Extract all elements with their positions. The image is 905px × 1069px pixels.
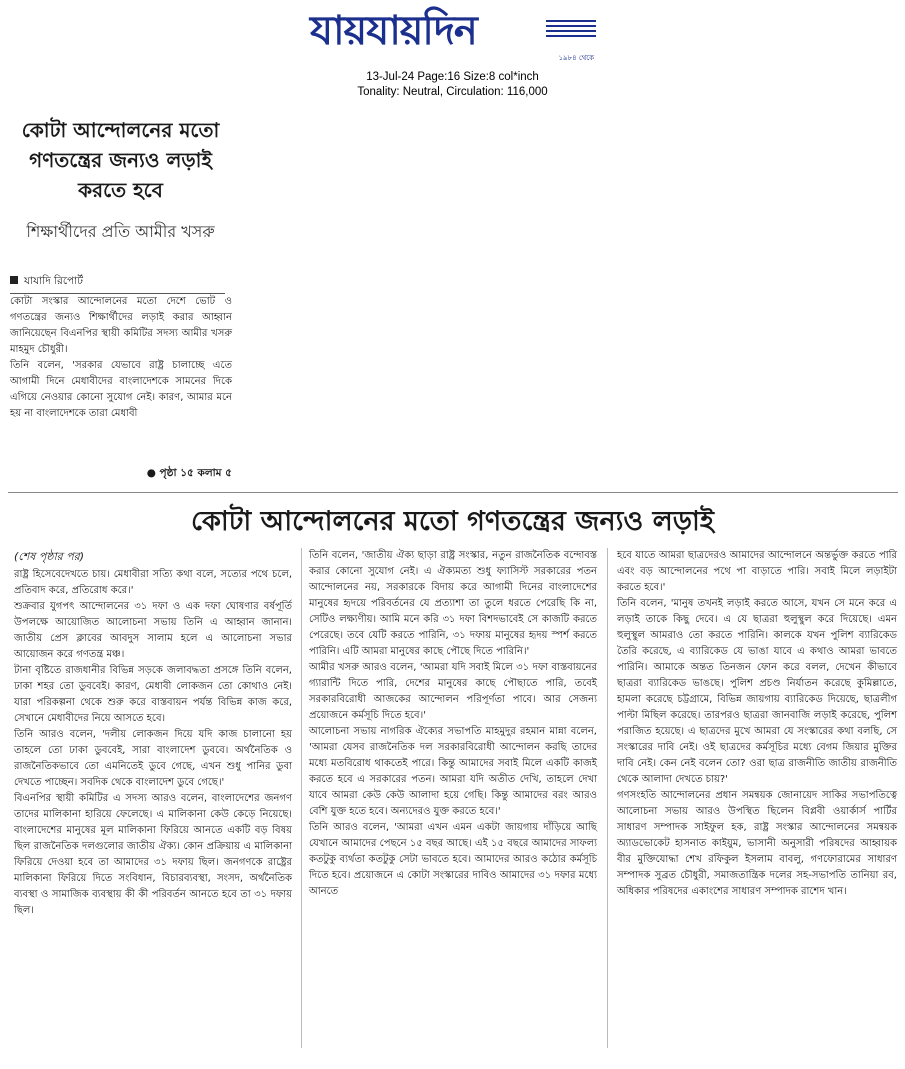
column-rule — [607, 548, 608, 1048]
section-divider — [8, 492, 898, 493]
intro-paragraph: কোটা সংস্কার আন্দোলনের মতো দেশে ভোট ও গণতন্ত্রের জন্যও শিক্ষার্থীদের লড়াই করার আহ্বান জানিয়েছেন বিএনপির স্থায়ী কমিটির সদস্য আমীর খসরু মাহমুদ চৌধুরী। — [10, 296, 232, 355]
paragraph: আমীর খসরু আরও বলেন, 'আমরা যদি সবাই মিলে ৩১ দফা বাস্তবায়নের গ্যারান্টি দিতে পারি, দেশের মানুষের কাছে পৌছাতে পারি, তবেই সরকারবিরোধী আজকের আন্দোলন পরিপূর্ণতা পাবে। আর সেজন্য প্রয়োজনে কর্মসূচি দিতে হবে।' — [309, 662, 597, 721]
logo-lines-decoration — [546, 20, 596, 40]
paragraph: তিনি আরও বলেন, 'আমরা এখন এমন একটা জায়গায় দাঁড়িয়ে আছি যেখানে আমাদের পেছনে ১৫ বছর আছে। এই ১৫ বছরে আমাদের সাফল্য কতটুকু ব্যর্থতা কতটুকু সেটা ভাবতে হবে। আমাদের আরও কঠোর কর্মসূচি দিতে হবে। প্রয়োজনে এ কোটা সংস্কারের দাবিও আমাদের ৩১ দফার মধ্যে আনতে — [309, 822, 597, 897]
intro-paragraph: তিনি বলেন, 'সরকার যেভাবে রাষ্ট্র চালাচ্ছে এতে আগামী দিনে মেধাবীদের বাংলাদেশকে সামনের দিকে এগিয়ে নেওয়ার কোনো সুযোগ নেই। কারণ, আমার মনে হয় না বাংলাদেশকে তারা মেধাবী — [10, 360, 232, 419]
paragraph: তিনি আরও বলেন, 'দলীয় লোকজন দিয়ে যদি কাজ চালানো হয় তাহলে তো ঢাকা ডুববেই, সারা বাংলাদেশ ডুববে। অর্থনৈতিক ও রাজনৈতিকভাবে তো এমনিতেই ডুবে গেছে, এখন শুধু পানির ডুবা দেখতে পাচ্ছেন। সবদিক থেকে বাংলাদেশ ডুবে গেছে।' — [14, 729, 292, 788]
meta-line-page: 13-Jul-24 Page:16 Size:8 col*inch — [366, 71, 539, 83]
logo-since: ১৯৮৪ থেকে — [558, 54, 594, 62]
masthead — [0, 0, 905, 70]
logo-text: যায়যায়দিন — [310, 8, 477, 54]
paragraph: শুক্রবার যুগপৎ আন্দোলনের ৩১ দফা ও এক দফা ঘোষণার বর্ষপূর্তি উপলক্ষে আয়োজিত আলোচনা সভায় তিনি এ আহ্বান জানান। জাতীয় প্রেস ক্লাবের আবদুস সালাম হলে এ আলোচনা সভার আয়োজন করে গণতন্ত্র মঞ্চ। — [14, 601, 292, 660]
reporter-byline — [10, 274, 225, 294]
newspaper-logo — [310, 6, 600, 62]
reporter-name: যাযাদি রিপোর্ট — [24, 275, 83, 287]
paragraph: হবে যাতে আমরা ছাত্রদেরও আমাদের আন্দোলনে অন্তর্ভুক্ত করতে পারি এবং বড় আন্দোলনের পথে পা বাড়াতে পারি। সবাই মিলে লড়াইটা করতে হবে।' — [617, 550, 897, 593]
inside-headline: কোটা আন্দোলনের মতো গণতন্ত্রের জন্যও লড়াই — [191, 506, 714, 537]
column-rule — [301, 548, 302, 1048]
paragraph: রাষ্ট্র হিসেবেদেখতে চায়। মেধাবীরা সত্যি কথা বলে, সত্যের পথে চলে, প্রতিবাদ করে, প্রতিরোধ করে।' — [14, 569, 292, 596]
paragraph: তিনি বলেন, 'জাতীয় ঐক্য ছাড়া রাষ্ট্র সংস্কার, নতুন রাজনৈতিক বন্দোবস্ত করার কোনো সুযোগ নেই। এ ঐক্যমত্য শুধু ফ্যাসিস্ট সরকারের পতন আন্দোলনের নয়, সরকারকে বিদায় করে আগামী দিনের বাংলাদেশের মানুষের হৃদয়ে পরিবর্তনের যে প্রত্যাশা তা তুলে ধরতে পেরেছি কি না, সেটিও লক্ষ্যণীয়। আমি মনে করি ৩১ দফা বিশদভাবেই সে কাজটি করতে পেরেছে। তবে যেটি করতে পারিনি, ৩১ দফায় মানুষের হৃদয় স্পর্শ করতে পারিনি। এটি আমরা মানুষের কাছে পৌছে দিতে পারিনি।' — [309, 550, 597, 657]
paragraph: আলোচনা সভায় নাগরিক ঐক্যের সভাপতি মাহমুদুর রহমান মান্না বলেন, 'আমরা যেসব রাজনৈতিক দল সরকারবিরোধী আন্দোলন করছি তাদের মধ্যে মতবিরোধ থাকতেই পারে। কিন্তু আমাদের সবাই মিলে একটি কাজই করতে হবে এ সরকারের পতন। আমরা যদি অতীত দেখি, তাহলে দেখা যাবে আমরা কেউ কেউ আলাদা হয়ে গেছি। কিন্তু আমাদের বরং আরও বেশি যুক্ত হতে হবে। অন্যদেরও যুক্ত করতে হবে।' — [309, 726, 597, 817]
continued-from-note: (শেষ পৃষ্ঠার পর) — [14, 550, 85, 563]
article-column-3 — [617, 548, 897, 900]
meta-line-tonality: Tonality: Neutral, Circulation: 116,000 — [357, 86, 548, 98]
paragraph: বিএনপির স্থায়ী কমিটির এ সদস্য আরও বলেন, বাংলাদেশের জনগণ তাদের মালিকানা হারিয়ে ফেলেছে। এ মালিকানা কেউ কেড়ে নিয়েছে। বাংলাদেশের মানুষের মূল মালিকানা ফিরিয়ে আনতে একটি বড় বিষয় ছিল রাজনৈতিক দলগুলোর জাতীয় ঐক্য। কোন প্রক্রিয়ায় এ মালিকানা ফিরিয়ে দেওয়া হবে তা আমাদের ৩১ দফায় ছিল। জনগণকে রাষ্ট্রের মালিকানা ফিরিয়ে দিতে সংবিধান, বিচারব্যবস্থা, সংসদ, অর্থনৈতিক ব্যবস্থা ও সামাজিক ব্যবস্থায় কী কী পরিবর্তন আনতে হবে তা ৩১ দফায় ছিল। — [14, 793, 292, 916]
front-subhead: শিক্ষার্থীদের প্রতি আমীর খসরু — [26, 222, 215, 241]
continued-reference: ● পৃষ্ঠা ১৫ কলাম ৫ — [146, 467, 232, 479]
article-column-2 — [309, 548, 597, 900]
paragraph: টানা বৃষ্টিতে রাজধানীর বিভিন্ন সড়কে জলাবদ্ধতা প্রসঙ্গে তিনি বলেন, ঢাকা শহর তো ডুববেই। কারণ, মেধাবী লোকজন তো কোথাও নেই। যারা পরিকল্পনা থেকে শুরু করে বাস্তবায়ন পর্যন্ত বিভিন্ন কাজ করে, সেখানে মেধাবীদের নিয়ে আসতে হবে। — [14, 665, 292, 724]
paragraph: গণসংহতি আন্দোলনের প্রধান সমন্বয়ক জোনায়েদ সাকির সভাপতিত্বে আলোচনা সভায় আরও উপস্থিত ছিলেন বিপ্লবী ওয়ার্কার্স পার্টির সাধারণ সম্পাদক সাইফুল হক, রাষ্ট্র সংস্কার আন্দোলনের সমন্বয়ক অ্যাডভোকেট হাসনাত কাইয়ুম, ভাসানী অনুসারী পরিষদের আহ্বায়ক বীর মুক্তিযোদ্ধা শেখ রফিকুল ইসলাম বাবলু, গণফোরামের সাধারণ সম্পাদক সুব্রত চৌধুরী, সমাজতান্ত্রিক দলের সহ-সভাপতি তানিয়া রব, অধিকার পরিষদের একাংশের সাধারণ সম্পাদক রাশেদ খান। — [617, 790, 897, 897]
paragraph: তিনি বলেন, 'মানুষ তখনই লড়াই করতে আসে, যখন সে মনে করে এ লড়াই তাকে কিছু দেবে। এ যে ছাত্ররা হুলুস্থুল করে দিয়েছে। এমন হুলুস্থুল আমরাও তো করতে পারিনি। কালকে যখন পুলিশ ব্যারিকেড তৈরি করেছে, এ ব্যারিকেড যে ভাঙা যাবে এ কথাও আমরা ভাবতে পারিনি। আমাকে অন্তত তিনজন ফোন করে বলল, দেখেন কীভাবে ছাত্ররা ব্যারিকেড ভাঙছে। পুলিশ প্রচণ্ড নির্যাতন করেছে কুমিল্লাতে, হামলা করেছে চট্টগ্রামে, বিভিন্ন জায়গায় ব্যারিকেড দিয়েছে, ছাত্রলীগ পাল্টা মিছিল করেছে। তারপরও ছাত্ররা জানবাজি লড়াই করেছে, পুলিশ পরাজিত হয়েছে। এ ছাত্রদের মুখে আমরা যে সংস্কারের কথা বলছি, সে সংস্কারের দাবি নেই। ওই ছাত্রদের কর্মসূচির মধ্যে বেগম জিয়ার মুক্তির দাবি নেই। কেন নেই বলেন তো? ওরা ছাত্র রাজনীতি জাতীয় রাজনীতি থেকে আলাদা দেখতে চায়?' — [617, 598, 897, 785]
clipping-meta — [0, 70, 905, 100]
front-headline: কোটা আন্দোলনের মতো গণতন্ত্রের জন্যও লড়াই করতে হবে — [21, 118, 220, 202]
article-column-1 — [14, 567, 292, 919]
byline-square-icon — [10, 276, 18, 284]
front-intro — [10, 294, 232, 422]
